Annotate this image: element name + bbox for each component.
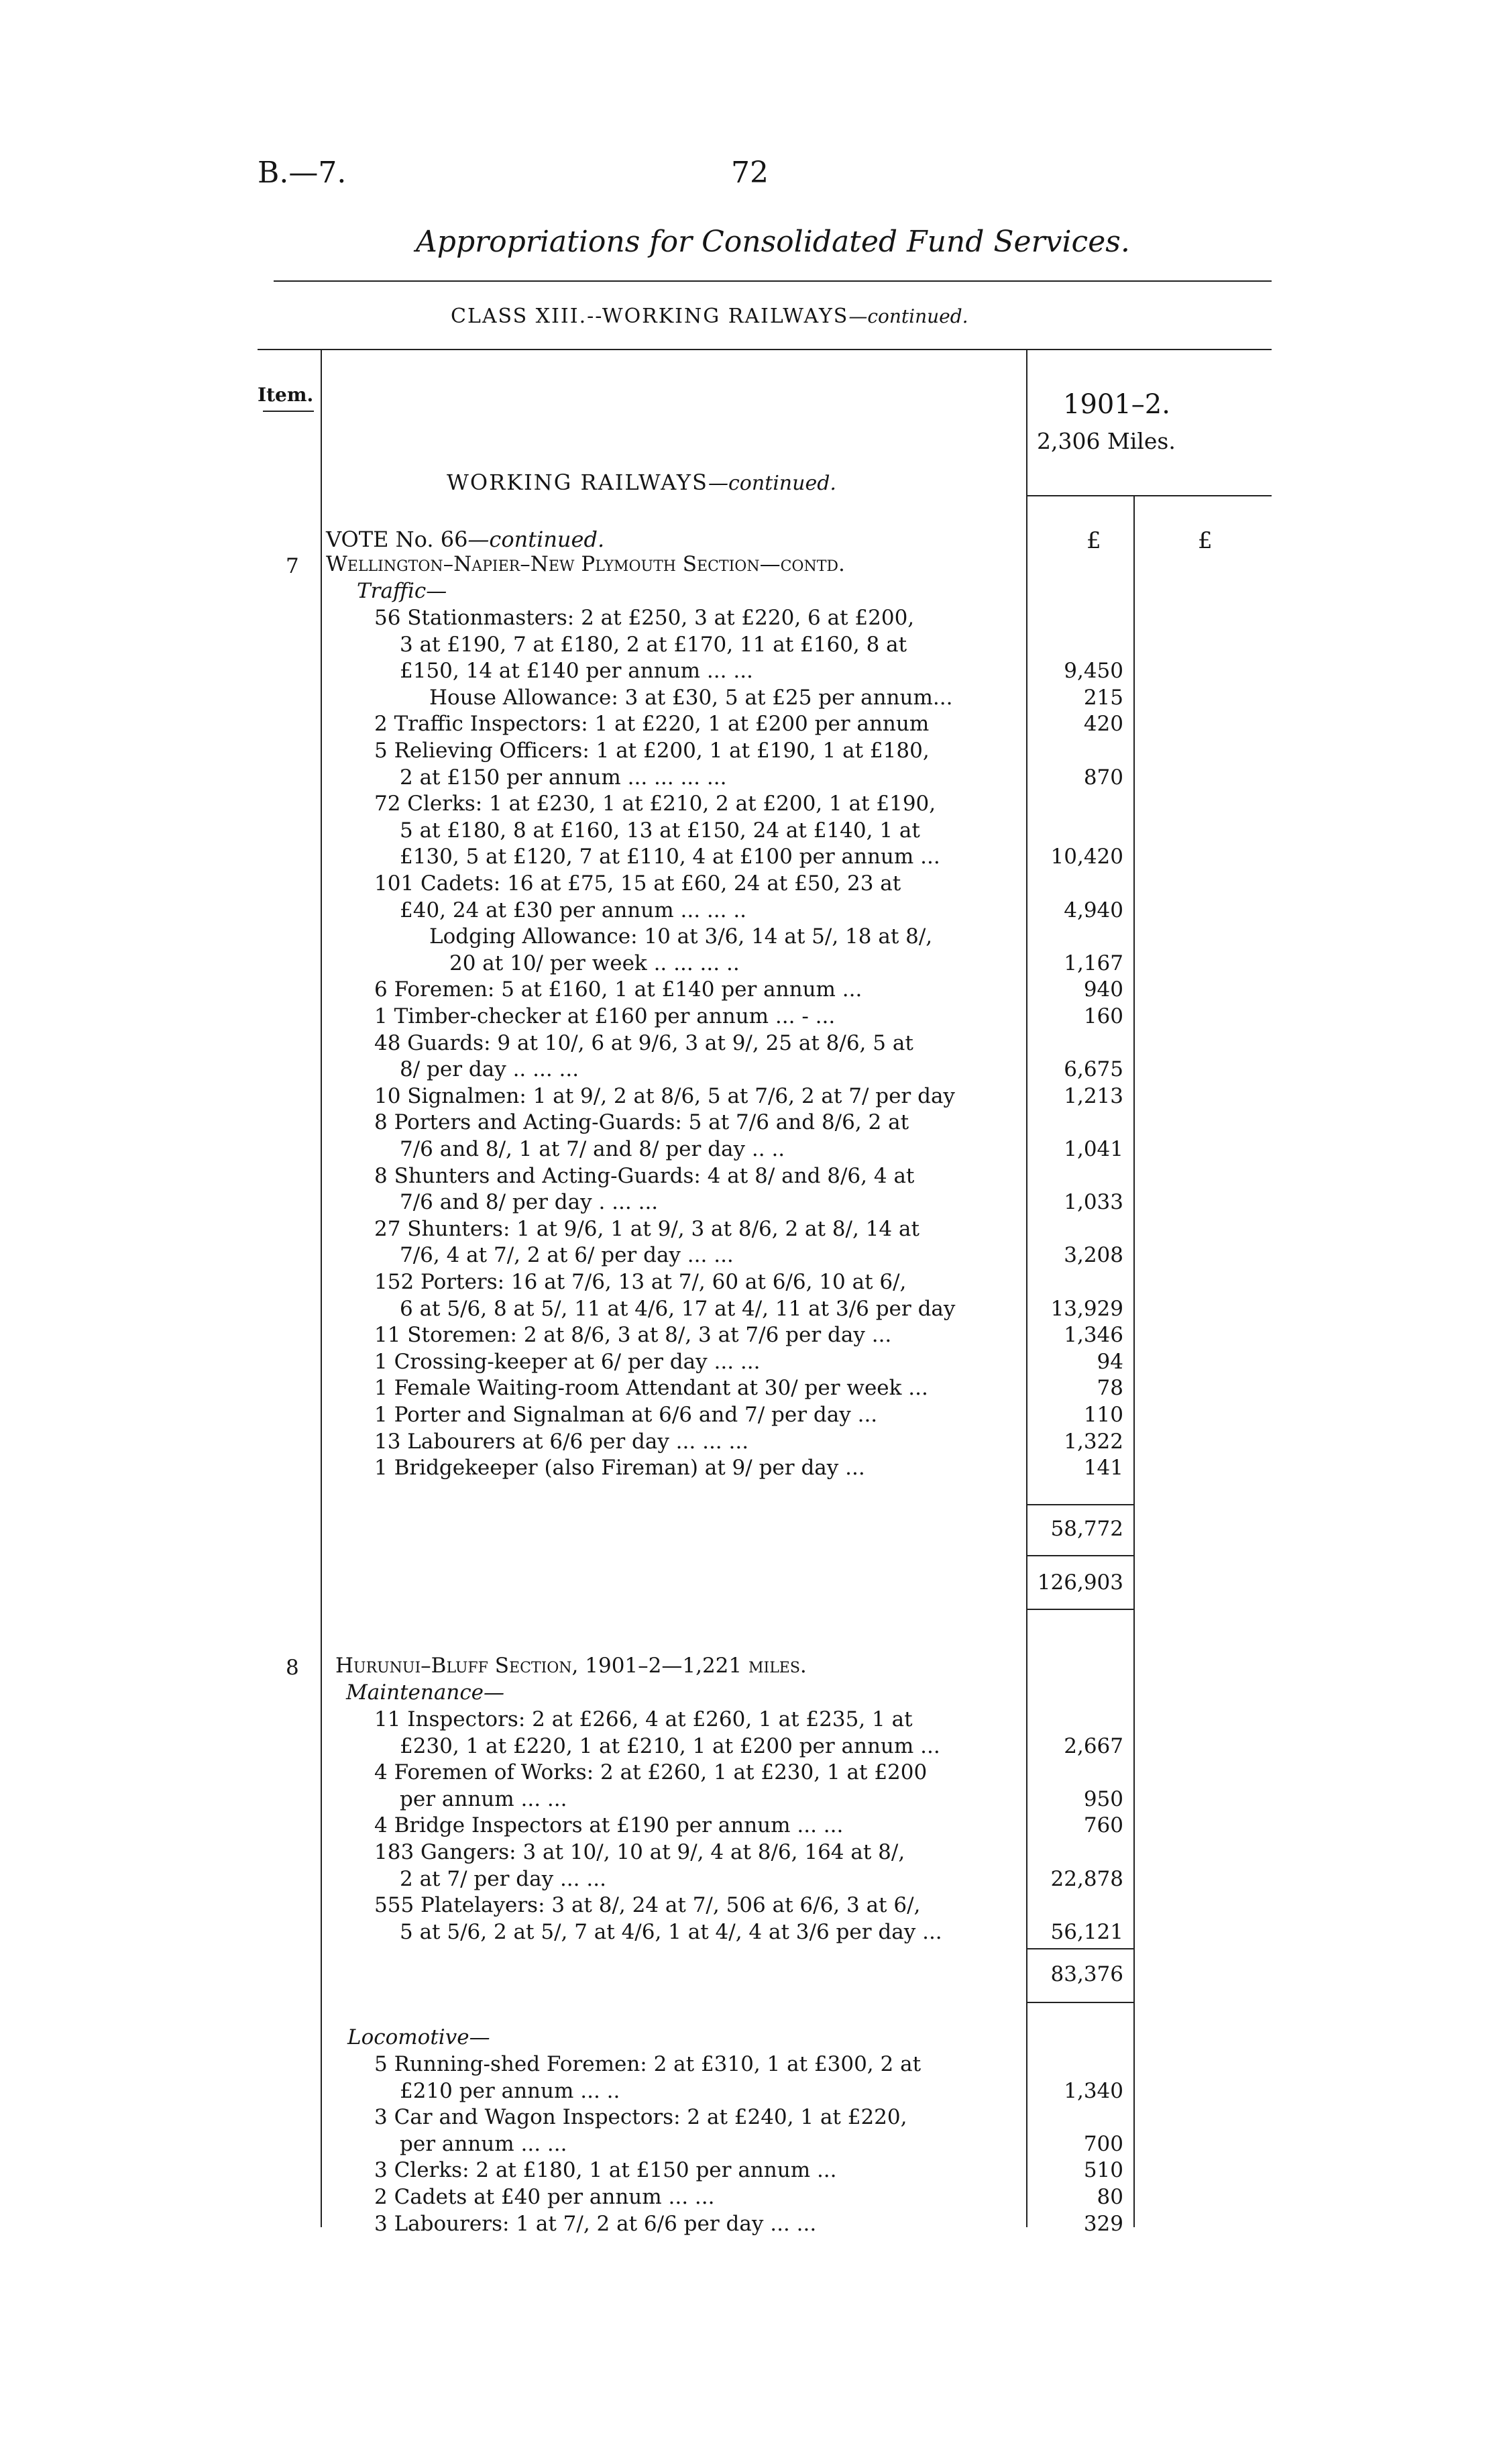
line-amount: 329 xyxy=(1083,2211,1123,2236)
line-amount: 870 xyxy=(1083,765,1123,790)
line-amount: 700 xyxy=(1083,2131,1123,2156)
line-text: 13 Labourers at 6/6 per day ... ... ... xyxy=(374,1429,749,1454)
line-amount: 56,121 xyxy=(1050,1919,1123,1944)
line-amount: 80 xyxy=(1097,2185,1123,2209)
maintenance-heading: Maintenance— xyxy=(346,1680,505,1705)
line-amount: 10,420 xyxy=(1050,845,1123,869)
line-amount: 215 xyxy=(1083,685,1123,710)
currency-symbol-1: £ xyxy=(1086,527,1101,554)
line-text: per annum ... ... xyxy=(400,2131,567,2156)
page-subtitle: Appropriations for Consolidated Fund Services. xyxy=(416,225,1130,259)
line-amount: 160 xyxy=(1083,1004,1123,1028)
maintenance-total: 83,376 xyxy=(1050,1962,1123,1986)
year-header-rule xyxy=(1026,495,1272,496)
line-amount: 110 xyxy=(1083,1403,1123,1427)
class-title xyxy=(451,305,968,328)
line-text: 1 Crossing-keeper at 6/ per day ... ... xyxy=(374,1349,761,1374)
maintenance-total-underline xyxy=(1026,2002,1133,2003)
miles-column-header: 2,306 Miles. xyxy=(1037,428,1176,454)
item-7-subheading: Traffic— xyxy=(357,579,447,603)
line-amount: 141 xyxy=(1083,1456,1123,1481)
item-7-subtotal-rule xyxy=(1026,1504,1133,1505)
section-title-suffix: —continued. xyxy=(708,472,836,495)
line-text: £210 per annum ... .. xyxy=(400,2078,620,2103)
text-column-divider xyxy=(1026,349,1027,2227)
line-text: 7/6, 4 at 7/, 2 at 6/ per day ... ... xyxy=(400,1243,734,1268)
maintenance-total-rule xyxy=(1026,1948,1133,1949)
line-text: £150, 14 at £140 per annum ... ... xyxy=(400,659,753,684)
line-text: 8 Porters and Acting-Guards: 5 at 7/6 and 8/6, 2 at xyxy=(374,1110,909,1135)
line-text: 5 at £180, 8 at £160, 13 at £150, 24 at £140, 1 at xyxy=(400,818,920,843)
line-text: 11 Storemen: 2 at 8/6, 3 at 8/, 3 at 7/6 per day ... xyxy=(374,1323,892,1348)
line-amount: 1,340 xyxy=(1064,2078,1123,2103)
line-amount: 13,929 xyxy=(1050,1296,1123,1321)
item-7-heading: Wellington–Napier–New Plymouth Section—contd. xyxy=(326,552,845,576)
line-text: 2 at £150 per annum ... ... ... ... xyxy=(400,765,727,790)
line-text: per annum ... ... xyxy=(400,1786,567,1811)
line-amount: 22,878 xyxy=(1050,1866,1123,1891)
line-text: 5 at 5/6, 2 at 5/, 7 at 4/6, 1 at 4/, 4 at 3/6 per day ... xyxy=(400,1919,942,1944)
top-rule xyxy=(274,280,1272,282)
line-text: 6 at 5/6, 8 at 5/, 11 at 4/6, 17 at 4/, 11 at 3/6 per day xyxy=(400,1296,956,1321)
line-text: 1 Female Waiting-room Attendant at 30/ per week ... xyxy=(374,1376,928,1401)
amount-column-divider xyxy=(1133,495,1135,2227)
vote-heading xyxy=(326,529,604,550)
locomotive-heading: Locomotive— xyxy=(347,2025,490,2049)
line-text: 8/ per day .. ... ... xyxy=(400,1057,579,1082)
line-amount: 1,167 xyxy=(1064,951,1123,975)
line-text: 3 Car and Wagon Inspectors: 2 at £240, 1 at £220, xyxy=(374,2105,907,2130)
currency-symbol-2: £ xyxy=(1198,527,1213,554)
section-title-main: WORKING RAILWAYS xyxy=(447,470,708,495)
line-text: 8 Shunters and Acting-Guards: 4 at 8/ and 8/6, 4 at xyxy=(374,1163,915,1188)
line-text: 3 Labourers: 1 at 7/, 2 at 6/6 per day ... ... xyxy=(374,2211,817,2236)
line-text: 27 Shunters: 1 at 9/6, 1 at 9/, 3 at 8/6, 2 at 8/, 14 at xyxy=(374,1216,919,1241)
line-text: 20 at 10/ per week .. ... ... .. xyxy=(449,951,740,975)
document-reference: B.—7. xyxy=(258,156,347,190)
year-column-header: 1901–2. xyxy=(1063,389,1170,420)
line-amount: 94 xyxy=(1097,1349,1123,1374)
line-amount: 1,346 xyxy=(1064,1323,1123,1348)
line-text: £130, 5 at £120, 7 at £110, 4 at £100 per annum ... xyxy=(400,845,940,869)
line-text: £230, 1 at £220, 1 at £210, 1 at £200 per annum ... xyxy=(400,1733,940,1758)
item-7-total: 126,903 xyxy=(1037,1570,1123,1595)
line-text: 5 Running-shed Foremen: 2 at £310, 1 at £300, 2 at xyxy=(374,2052,922,2076)
line-text: 72 Clerks: 1 at £230, 1 at £210, 2 at £200, 1 at £190, xyxy=(374,792,936,816)
table-top-rule xyxy=(258,349,1272,350)
line-text: 2 at 7/ per day ... ... xyxy=(400,1866,606,1891)
vote-suffix: —continued. xyxy=(467,527,605,552)
line-text: 1 Timber-checker at £160 per annum ... - ... xyxy=(374,1004,836,1028)
line-amount: 1,033 xyxy=(1064,1190,1123,1215)
line-amount: 4,940 xyxy=(1064,898,1123,922)
line-text: 1 Porter and Signalman at 6/6 and 7/ per day ... xyxy=(374,1403,878,1427)
line-text: 5 Relieving Officers: 1 at £200, 1 at £190, 1 at £180, xyxy=(374,739,930,763)
line-text: 2 Cadets at £40 per annum ... ... xyxy=(374,2185,715,2209)
line-amount: 420 xyxy=(1083,712,1123,737)
item-7-total-underline xyxy=(1026,1609,1133,1610)
item-8-heading: Hurunui–Bluff Section, 1901–2—1,221 miles. xyxy=(335,1654,807,1678)
section-title xyxy=(447,470,836,495)
line-amount: 1,041 xyxy=(1064,1137,1123,1161)
page-number: 72 xyxy=(731,156,769,190)
line-text: House Allowance: 3 at £30, 5 at £25 per annum... xyxy=(429,685,953,710)
line-text: 6 Foremen: 5 at £160, 1 at £140 per annum ... xyxy=(374,977,862,1002)
item-header-rule xyxy=(263,411,314,412)
line-text: 48 Guards: 9 at 10/, 6 at 9/6, 3 at 9/, 25 at 8/6, 5 at xyxy=(374,1030,913,1055)
vote-prefix: VOTE No. 66 xyxy=(326,527,468,552)
line-amount: 760 xyxy=(1083,1813,1123,1838)
line-text: 152 Porters: 16 at 7/6, 13 at 7/, 60 at 6/6, 10 at 6/, xyxy=(374,1270,907,1294)
line-text: 4 Foremen of Works: 2 at £260, 1 at £230, 1 at £200 xyxy=(374,1760,928,1785)
line-text: 183 Gangers: 3 at 10/, 10 at 9/, 4 at 8/6, 164 at 8/, xyxy=(374,1840,905,1864)
line-amount: 6,675 xyxy=(1064,1057,1123,1082)
line-text: 7/6 and 8/, 1 at 7/ and 8/ per day .. .. xyxy=(400,1137,785,1161)
item-column-header: Item. xyxy=(258,384,314,406)
line-text: £40, 24 at £30 per annum ... ... .. xyxy=(400,898,747,922)
line-text: 10 Signalmen: 1 at 9/, 2 at 8/6, 5 at 7/6, 2 at 7/ per day xyxy=(374,1083,955,1108)
line-text: 2 Traffic Inspectors: 1 at £220, 1 at £200 per annum xyxy=(374,712,930,737)
line-text: 56 Stationmasters: 2 at £250, 3 at £220, 6 at £200, xyxy=(374,606,915,630)
line-amount: 950 xyxy=(1083,1786,1123,1811)
line-amount: 2,667 xyxy=(1064,1733,1123,1758)
line-text: 4 Bridge Inspectors at £190 per annum ... ... xyxy=(374,1813,844,1838)
item-8-number: 8 xyxy=(286,1656,299,1680)
line-text: Lodging Allowance: 10 at 3/6, 14 at 5/, 18 at 8/, xyxy=(429,924,933,949)
class-title-suffix: —continued. xyxy=(848,305,968,327)
line-amount: 78 xyxy=(1097,1376,1123,1401)
line-text: 3 at £190, 7 at £180, 2 at £170, 11 at £160, 8 at xyxy=(400,632,907,657)
line-amount: 3,208 xyxy=(1064,1243,1123,1268)
item-column-divider xyxy=(321,349,322,2227)
line-text: 555 Platelayers: 3 at 8/, 24 at 7/, 506 at 6/6, 3 at 6/, xyxy=(374,1893,921,1918)
line-amount: 9,450 xyxy=(1064,659,1123,684)
line-text: 101 Cadets: 16 at £75, 15 at £60, 24 at £50, 23 at xyxy=(374,871,901,896)
line-text: 1 Bridgekeeper (also Fireman) at 9/ per day ... xyxy=(374,1456,865,1481)
item-7-subtotal: 58,772 xyxy=(1050,1517,1123,1541)
line-text: 3 Clerks: 2 at £180, 1 at £150 per annum ... xyxy=(374,2158,837,2183)
line-amount: 510 xyxy=(1083,2158,1123,2183)
line-amount: 940 xyxy=(1083,977,1123,1002)
class-title-main: CLASS XIII.--WORKING RAILWAYS xyxy=(451,305,849,328)
item-7-number: 7 xyxy=(286,554,299,578)
item-7-total-rule xyxy=(1026,1555,1133,1556)
line-amount: 1,213 xyxy=(1064,1083,1123,1108)
line-text: 11 Inspectors: 2 at £266, 4 at £260, 1 at £235, 1 at xyxy=(374,1707,913,1731)
line-text: 7/6 and 8/ per day . ... ... xyxy=(400,1190,659,1215)
line-amount: 1,322 xyxy=(1064,1429,1123,1454)
